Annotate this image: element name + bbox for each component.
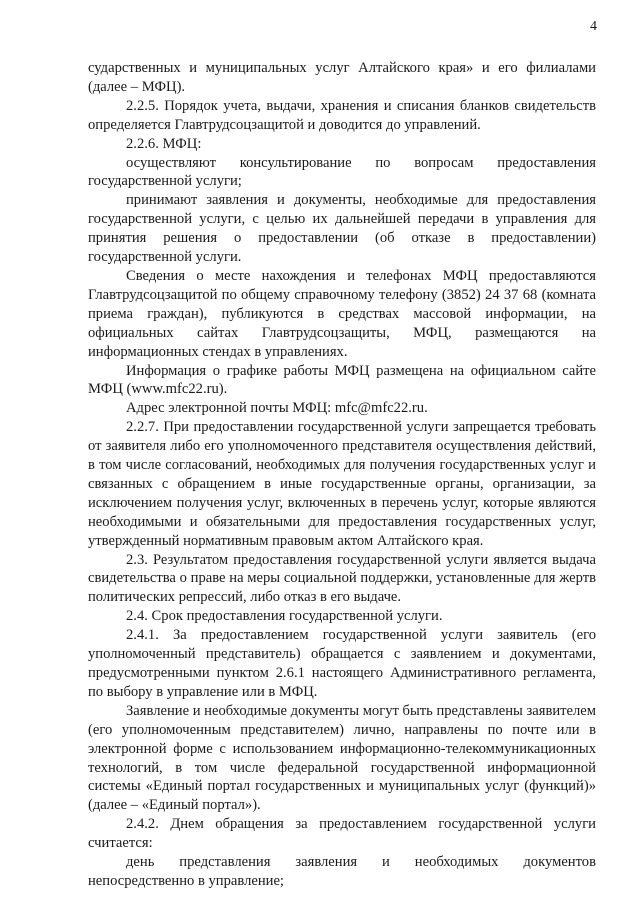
paragraph: день представления заявления и необходимых документов непосредственно в управление; [88,854,596,889]
paragraph: принимают заявления и документы, необходимые для предоставления государственной услуги, с целью их дальнейшей передачи в управления для принятия решения о предоставлении (об отказе в предоставлении) государственной услуги. [88,192,596,266]
paragraph: 2.4.1. За предоставлением государственной услуги заявитель (его уполномоченный представитель) обращается с заявлением и документами, предусмотренными пунктом 2.6.1 настоящего Административного регламента, по выбору в управление или в МФЦ. [88,627,596,700]
paragraph: сударственных и муниципальных услуг Алтайского края» и его филиалами (далее – МФЦ). [88,60,596,95]
paragraph: Информация о графике работы МФЦ размещена на официальном сайте МФЦ (www.mfc22.ru). [88,362,596,398]
paragraph: 2.2.6. МФЦ: [126,135,202,152]
page-number: 4 [590,19,597,34]
paragraph: 2.3. Результатом предоставления государственной услуги является выдача свидетельства о праве на меры социальной поддержки, установленные для жертв политических репрессий, либо отказ в его выдаче. [88,551,596,606]
paragraph: осуществляют консультирование по вопросам предоставления государственной услуги; [88,154,596,190]
paragraph: 2.4.2. Днем обращения за предоставлением государственной услуги считается: [88,816,596,852]
document-body [88,59,596,891]
paragraph: Заявление и необходимые документы могут быть представлены заявителем (его уполномоченным представителем) лично, направлены по почте или в электронной форме с использованием информационно-телекоммуникационных технологий, в том числе федеральной государственной информационной системы «Единый портал государственных и муниципальных услуг (функций)» (далее – «Единый портал»). [88,702,597,814]
paragraph: 2.4. Срок предоставления государственной услуги. [126,608,443,625]
paragraph: 2.2.7. При предоставлении государственной услуги запрещается требовать от заявителя либо его уполномоченного представителя осуществления действий, в том числе согласований, необходимых для получения государственных услуг и связанных с обращением в иные государственные органы, организации, за исключением получения услуг, включенных в перечень услуг, которые являются необходимыми и обязательными для предоставления государственных услуг, утвержденный нормативным правовым актом Алтайского края. [88,419,596,549]
paragraph: Адрес электронной почты МФЦ: mfc@mfc22.ru. [126,400,428,417]
paragraph: Сведения о месте нахождения и телефонах МФЦ предоставляются Главтрудсоцзащитой по общему справочному телефону (3852) 24 37 68 (комната приема граждан), публикуются в средствах массовой информации, на официальных сайтах Главтрудсоцзащиты, МФЦ, размещаются на информационных стендах в управлениях. [88,267,596,360]
paragraph: 2.2.5. Порядок учета, выдачи, хранения и списания бланков свидетельств определяется Главтрудсоцзащитой и доводится до управлений. [88,97,596,133]
